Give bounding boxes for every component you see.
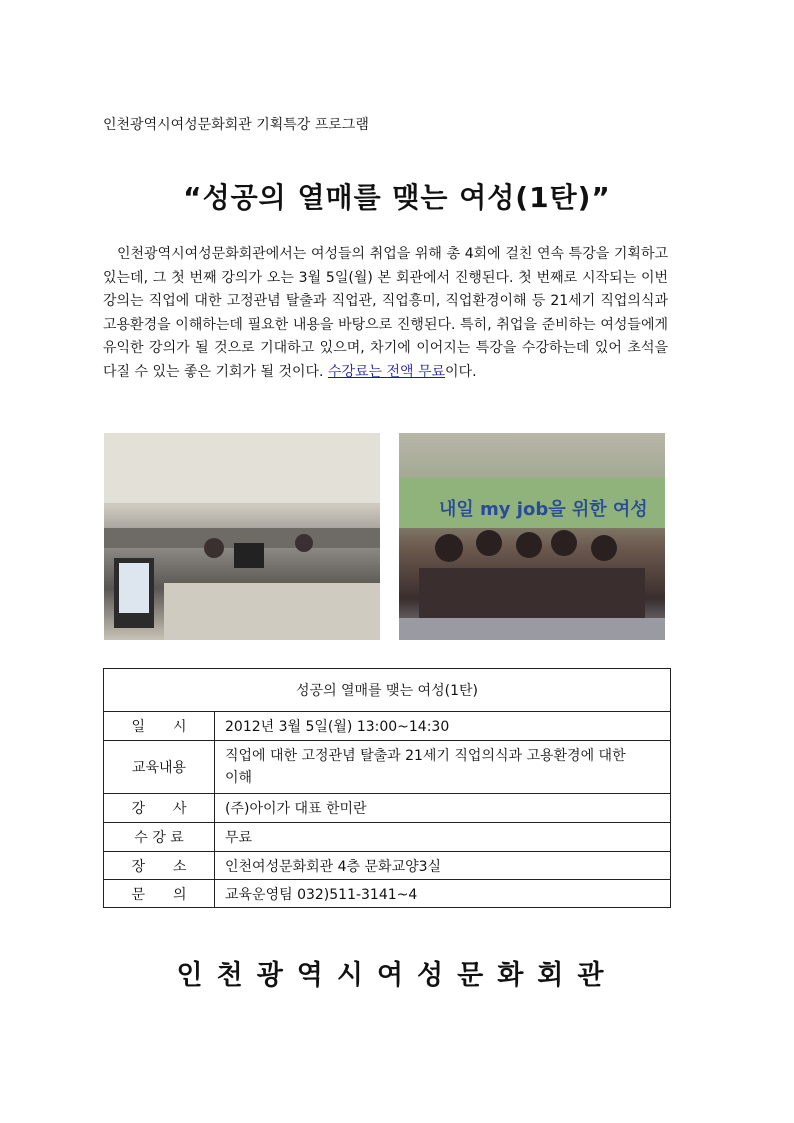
intro-paragraph [103, 243, 668, 385]
label-inquiry: 문 의 [104, 880, 215, 908]
value-instructor: (주)아이가 대표 한미란 [215, 794, 671, 823]
footer-organization: 인천광역시여성문화회관 [176, 960, 618, 991]
label-content: 교육내용 [104, 741, 215, 794]
value-fee: 무료 [215, 823, 671, 852]
computer-lab-illustration [104, 433, 380, 640]
group-photo-illustration [399, 433, 665, 640]
paragraph-text: 인천광역시여성문화회관에서는 여성들의 취업을 위해 총 4회에 걸친 연속 특강을 기획하고 있는데, 그 첫 번째 강의가 오는 3월 5일(월) 본 회관에서 진행된다. 첫 번째로 시작되는 이번 강의는 직업에 대한 고정관념 탈출과 직업관, 직업흥미, 직업환경이해 등 21세기 직업의식과 고용환경을 이해하는데 필요한 내용을 바탕으로 진행된다. 특히, 취업을 준비하는 여성들에게 유익한 강의가 될 것으로 기대하고 있으며, 차기에 이어지는 특강을 수강하는데 있어 초석을 다질 수 있는 좋은 기회가 될 것이다. [103, 246, 668, 380]
value-content: 직업에 대한 고정관념 탈출과 21세기 직업의식과 고용환경에 대한 이해 [215, 741, 671, 794]
value-location: 인천여성문화회관 4층 문화교양3실 [215, 852, 671, 880]
paragraph-tail: 이다. [445, 363, 477, 380]
label-fee: 수 강 료 [104, 823, 215, 852]
photo-computer-lab [104, 433, 380, 640]
page-title: “성공의 열매를 맺는 여성(1탄)” [183, 181, 611, 214]
label-datetime: 일 시 [104, 712, 215, 741]
free-tuition-link[interactable]: 수강료는 전액 무료 [327, 363, 446, 380]
label-location: 장 소 [104, 852, 215, 880]
banner-text: 내일 my job을 위한 여성 [439, 499, 648, 520]
value-datetime: 2012년 3월 5일(월) 13:00~14:30 [215, 712, 671, 741]
label-instructor: 강 사 [104, 794, 215, 823]
program-header: 인천광역시여성문화회관 기획특강 프로그램 [103, 117, 369, 133]
photo-group [399, 433, 665, 640]
value-inquiry: 교육운영팀 032)511-3141~4 [215, 880, 671, 908]
event-info-table [103, 668, 671, 908]
table-heading: 성공의 열매를 맺는 여성(1탄) [104, 669, 671, 712]
